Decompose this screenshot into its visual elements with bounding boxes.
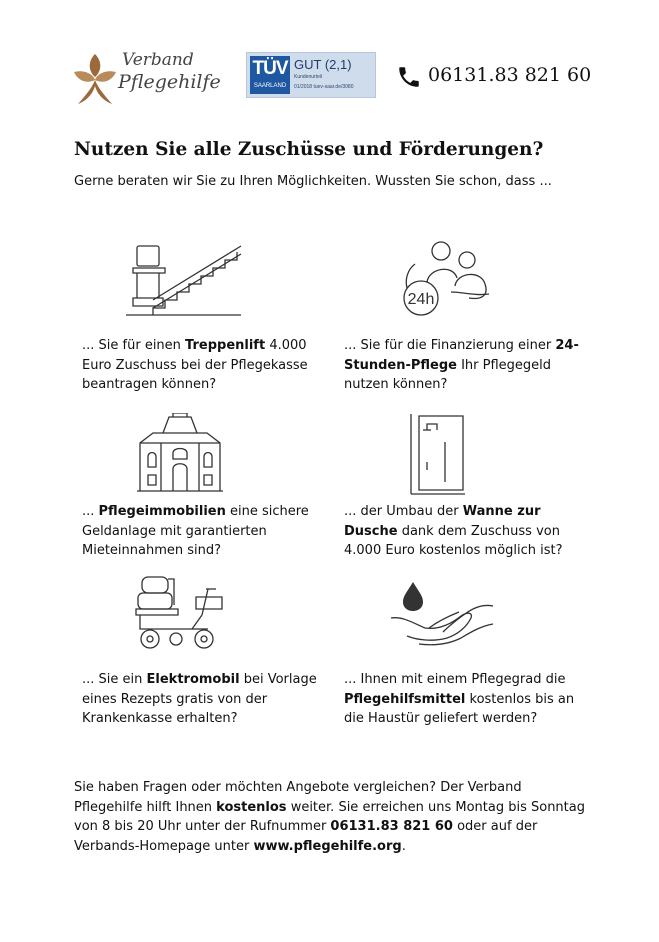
tuev-region: SAARLAND [253,83,287,89]
header-phone-number[interactable]: 06131.83 821 60 [428,64,592,86]
card-post: Ihr Pflegegeld nutzen können? [344,357,552,392]
intro-text: Gerne beraten wir Sie zu Ihren Möglichkeiten. Wussten Sie schon, dass ... [74,174,552,189]
card-highlight: Pflegehilfsmittel [344,691,466,707]
footer-paragraph [74,778,594,856]
page-title: Nutzen Sie alle Zuschüsse und Förderungen? [74,139,544,160]
logo-text-line1: Verband [122,50,194,70]
caregiver-24h-icon [397,240,497,320]
card-pre: ... Ihnen mit einem Pflegegrad die [344,672,566,687]
stairlift-icon [123,240,243,320]
card-pflegeimmobilien [82,502,322,561]
footer-text: . [401,838,406,854]
tuev-label: Kundenurteil [294,74,323,80]
shower-icon [405,412,469,496]
card-pre: ... Sie für die Finanzierung einer [344,338,556,353]
phone-icon [396,64,422,90]
card-highlight: Elektromobil [146,672,240,687]
mobility-scooter-icon [132,575,226,653]
footer-text: weiter. Sie erreichen uns Montag bis Sonntag von 8 bis 20 Uhr unter der Rufnummer [74,799,585,834]
card-highlight: Treppenlift [185,338,266,353]
card-highlight: Wanne zur Dusche [344,504,541,539]
leaf-logo-icon [72,50,118,106]
tuev-mark-box [250,56,290,94]
logo-text-line2: Pflegehilfe [118,71,221,93]
card-post: bei Vorlage eines Rezepts gratis von der Krankenkasse erhalten? [82,672,317,726]
card-pre: ... [82,504,99,519]
hands-drop-icon [389,578,495,652]
card-pre: ... Sie für einen [82,338,186,353]
card-post: kostenlos bis an die Haustür geliefert werden? [344,691,575,726]
card-highlight: 24-Stunden-Pflege [344,338,579,373]
tuev-grade: GUT (2,1) [294,57,352,72]
card-post: dank dem Zuschuss von 4.000 Euro kostenlos möglich ist? [344,523,563,558]
card-wanne-zur-dusche [344,502,584,561]
card-24-stunden-pflege [344,336,584,395]
footer-phone-number[interactable]: 06131.83 821 60 [330,819,453,834]
tuev-mark: TÜV [252,58,288,79]
building-icon [135,413,225,493]
card-pflegehilfsmittel [344,670,584,729]
footer-text: oder auf der Verbands-Homepage unter [74,819,538,854]
footer-highlight-kostenlos: kostenlos [216,799,287,815]
card-pre: ... der Umbau der [344,504,463,519]
card-elektromobil [82,670,322,729]
footer-text: Sie haben Fragen oder möchten Angebote vergleichen? Der Verband Pflegehilfe hilft Ihnen [74,780,522,815]
tuev-footer: 01/2018 tuev-saar.de/3080 [294,84,354,90]
card-post: 4.000 Euro Zuschuss bei der Pflegekasse beantragen können? [82,338,308,392]
card-pre: ... Sie ein [82,672,147,687]
footer-website-link[interactable]: www.pflegehilfe.org [253,838,402,854]
card-treppenlift [82,336,322,395]
tuev-badge [246,52,376,98]
brand-logo [72,46,232,106]
card-post: eine sichere Geldanlage mit garantierten Mieteinnahmen sind? [82,504,309,558]
card-highlight: Pflegeimmobilien [98,504,226,519]
icon-24h-label: 24h [407,291,435,308]
